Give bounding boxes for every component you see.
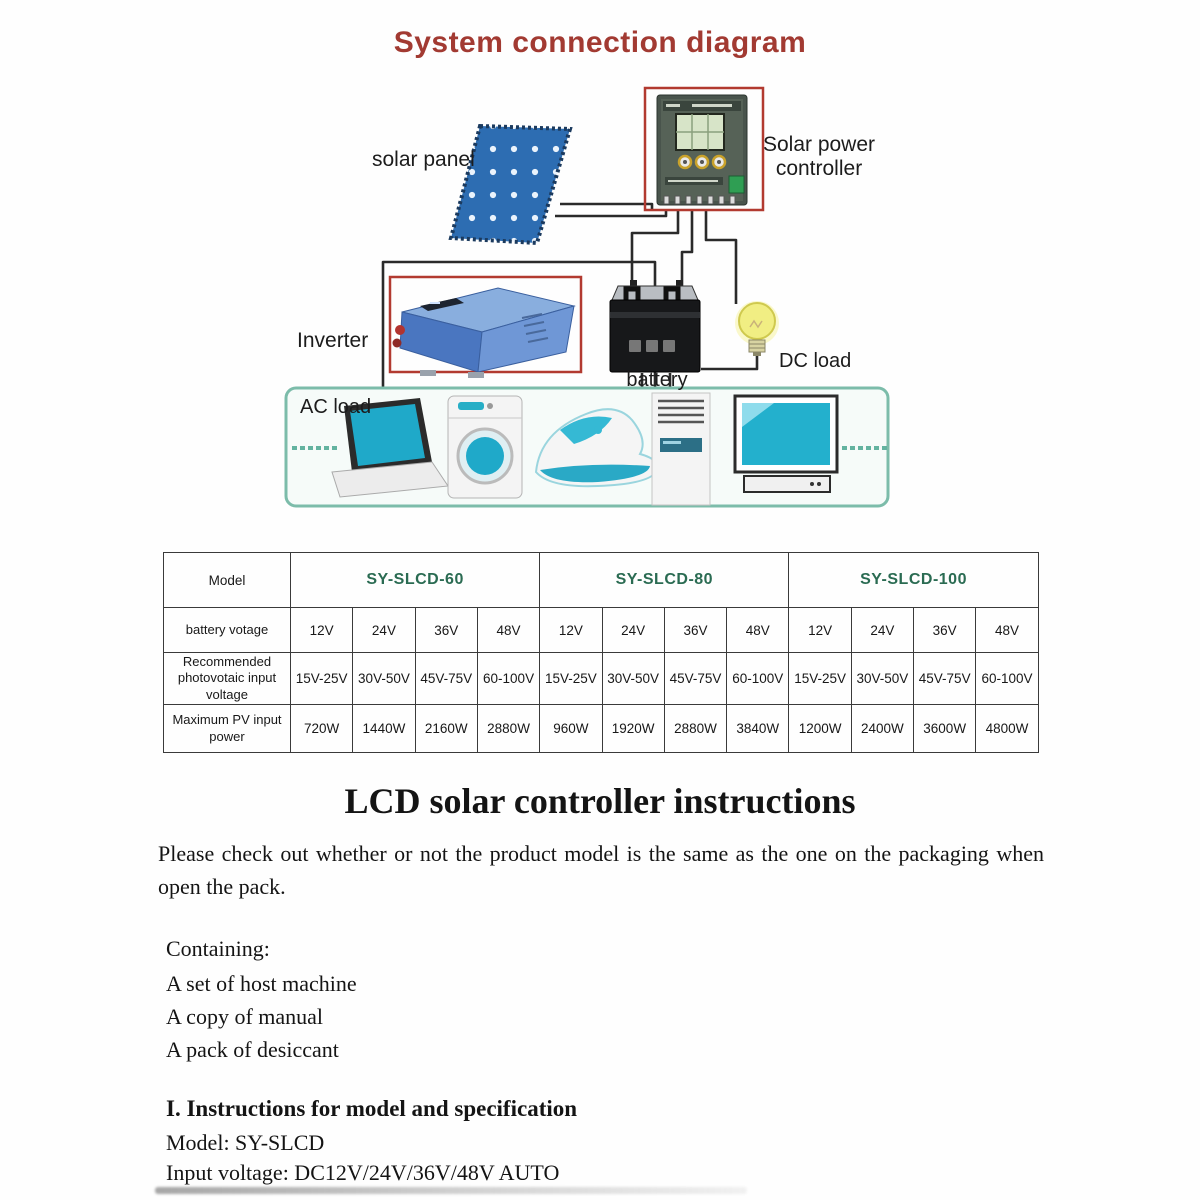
table-cell: Model — [164, 553, 291, 608]
table-cell: 36V — [664, 608, 726, 653]
table-cell: 960W — [540, 705, 602, 753]
row-label: battery votage — [164, 608, 291, 653]
charge-controller-icon — [645, 88, 763, 210]
instructions-heading: LCD solar controller instructions — [344, 781, 856, 821]
table-cell: 3840W — [727, 705, 789, 753]
ac-load-box — [286, 388, 888, 506]
table-cell-model-80: SY-SLCD-80 — [540, 553, 789, 608]
table-cell: 30V-50V — [851, 653, 913, 705]
list-item: A set of host machine — [166, 971, 357, 996]
section-heading: I. Instructions for model and specification — [166, 1096, 578, 1121]
table-row-battery-voltage — [164, 608, 1039, 653]
table-cell: 24V — [602, 608, 664, 653]
table-cell: 1440W — [353, 705, 415, 753]
battery-icon — [610, 280, 700, 372]
table-cell: 60-100V — [477, 653, 539, 705]
tv-icon — [735, 396, 837, 492]
table-cell: 15V-25V — [291, 653, 353, 705]
dc-load-label: DC load — [779, 350, 852, 372]
table-cell: 36V — [415, 608, 477, 653]
table-cell: 2880W — [477, 705, 539, 753]
containing-label: Containing: — [166, 936, 270, 961]
table-cell: 2400W — [851, 705, 913, 753]
list-item: A copy of manual — [166, 1004, 324, 1029]
table-cell: 48V — [976, 608, 1038, 653]
table-cell-model-60: SY-SLCD-60 — [291, 553, 540, 608]
air-conditioner-icon — [652, 393, 710, 505]
table-cell: 45V-75V — [664, 653, 726, 705]
light-bulb-icon — [735, 301, 779, 356]
input-voltage-line: Input voltage: DC12V/24V/36V/48V AUTO — [166, 1160, 560, 1185]
table-cell: 48V — [477, 608, 539, 653]
table-cell: 15V-25V — [540, 653, 602, 705]
table-cell: 12V — [291, 608, 353, 653]
page-title: System connection diagram — [393, 26, 807, 59]
table-cell: 720W — [291, 705, 353, 753]
table-cell: 3600W — [914, 705, 976, 753]
row-label: Recommended photovotaic input voltage — [164, 653, 291, 705]
controller-label: Solar power controller — [762, 133, 876, 181]
table-cell: 2880W — [664, 705, 726, 753]
system-diagram — [0, 0, 1200, 540]
table-cell: 60-100V — [727, 653, 789, 705]
list-item: A pack of desiccant — [166, 1037, 339, 1062]
table-cell: 12V — [789, 608, 851, 653]
table-cell-model-100: SY-SLCD-100 — [789, 553, 1038, 608]
table-cell: 45V-75V — [914, 653, 976, 705]
spec-table — [163, 552, 1039, 753]
table-row-pv-power — [164, 705, 1039, 753]
table-cell: 30V-50V — [602, 653, 664, 705]
inverter-icon — [390, 277, 581, 378]
table-cell: 45V-75V — [415, 653, 477, 705]
table-cell: 12V — [540, 608, 602, 653]
washing-machine-icon — [448, 396, 522, 498]
table-cell: 48V — [727, 608, 789, 653]
battery-label: battery — [626, 369, 688, 391]
ac-load-label: AC load — [300, 396, 372, 418]
table-cell: 36V — [914, 608, 976, 653]
table-cell: 2160W — [415, 705, 477, 753]
inverter-label: Inverter — [297, 329, 369, 352]
solar-panel-label: solar panel — [372, 148, 475, 171]
cutoff-text-line — [155, 1187, 747, 1194]
table-cell: 60-100V — [976, 653, 1038, 705]
row-label: Maximum PV input power — [164, 705, 291, 753]
table-cell: 4800W — [976, 705, 1038, 753]
table-cell: 30V-50V — [353, 653, 415, 705]
table-cell: 15V-25V — [789, 653, 851, 705]
instructions-intro: Please check out whether or not the product model is the same as the one on the packaging when open the pack. — [158, 841, 1044, 899]
table-cell: 1200W — [789, 705, 851, 753]
solar-panel-icon — [451, 126, 570, 243]
table-cell: 24V — [851, 608, 913, 653]
model-line: Model: SY-SLCD — [166, 1130, 325, 1155]
table-row-header — [164, 553, 1039, 608]
table-cell: 1920W — [602, 705, 664, 753]
table-row-pv-voltage — [164, 653, 1039, 705]
battery-chinese-text — [629, 340, 675, 352]
table-cell: 24V — [353, 608, 415, 653]
